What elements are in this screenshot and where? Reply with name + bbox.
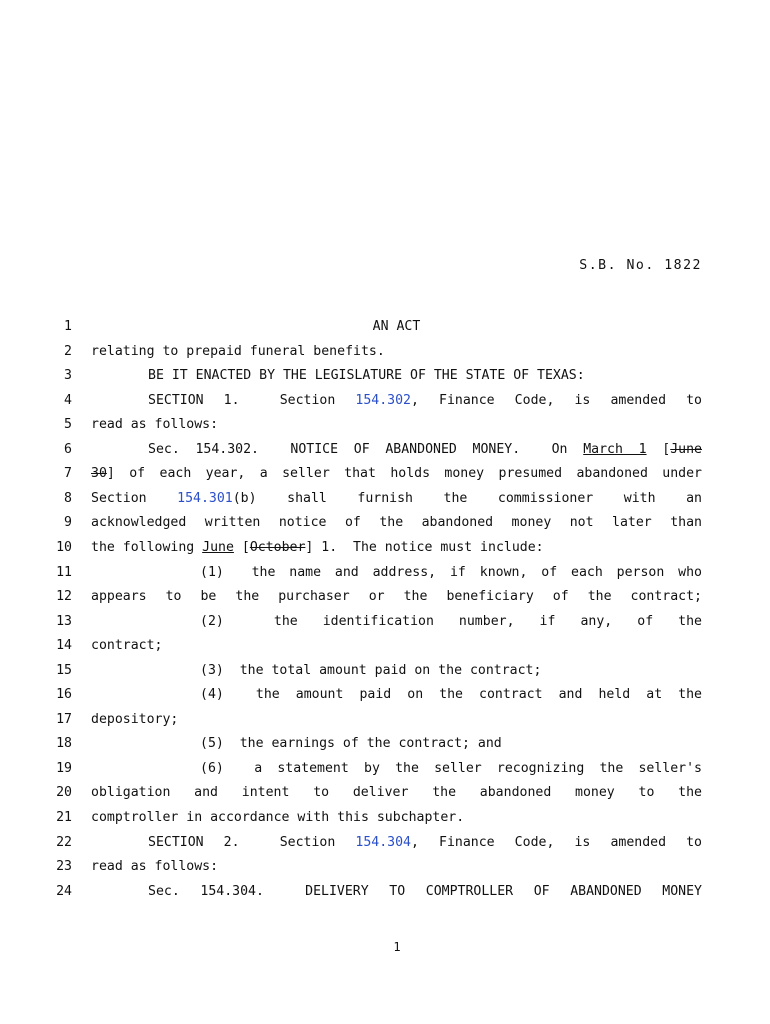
bill-line — [0, 685, 770, 705]
line-text — [91, 612, 702, 632]
bill-line — [0, 734, 770, 754]
section-reference-link[interactable]: 154.304 — [355, 834, 411, 850]
line-number: 21 — [56, 810, 72, 825]
line-number: 20 — [56, 785, 72, 801]
text-run: [ — [233, 539, 250, 555]
line-text — [91, 685, 702, 705]
bill-line — [0, 563, 770, 583]
bill-line — [0, 857, 770, 877]
text-run: [ — [646, 441, 671, 457]
line-text — [91, 391, 702, 411]
text-run: comptroller in accordance with this subchapter. — [91, 810, 465, 825]
deleted-text: June — [670, 441, 702, 457]
text-run: (5) the earnings of the contract; and — [200, 736, 502, 752]
bill-line — [0, 513, 770, 533]
line-number: 4 — [64, 392, 72, 408]
deleted-text: 30 — [91, 466, 107, 482]
bill-line — [0, 489, 770, 509]
bill-line — [0, 587, 770, 607]
line-text — [91, 489, 702, 509]
line-text — [91, 882, 702, 902]
line-text — [91, 317, 702, 337]
line-number: 13 — [56, 613, 72, 629]
line-text — [91, 661, 702, 681]
text-run: contract; — [91, 638, 163, 654]
deleted-text: October — [249, 539, 306, 555]
bill-line — [0, 391, 770, 411]
inserted-text: March 1 — [583, 441, 647, 457]
line-text — [91, 513, 702, 533]
text-run: SECTION 1. Section — [148, 392, 356, 408]
text-run: ] of each year, a seller that holds money presumed abandoned under — [106, 466, 702, 482]
line-text — [91, 464, 702, 484]
line-number: 22 — [56, 834, 72, 850]
text-run: obligation and intent to deliver the abandoned money to the — [91, 785, 702, 801]
text-run: appears to be the purchaser or the beneficiary of the contract; — [91, 589, 702, 605]
bill-line — [0, 612, 770, 632]
text-run: relating to prepaid funeral benefits. — [91, 343, 385, 359]
line-number: 16 — [56, 687, 72, 703]
section-reference-link[interactable]: 154.302 — [355, 392, 411, 408]
bill-line — [0, 440, 770, 460]
text-run: BE IT ENACTED BY THE LEGISLATURE OF THE STATE OF TEXAS: — [148, 368, 585, 384]
page-number: 1 — [393, 940, 401, 954]
line-number: 3 — [64, 368, 72, 384]
bill-line — [0, 464, 770, 484]
bill-line — [0, 808, 770, 828]
bill-line — [0, 415, 770, 435]
text-run: (3) the total amount paid on the contract; — [200, 662, 542, 678]
bill-line — [0, 317, 770, 337]
line-text — [91, 366, 702, 386]
inserted-text: June — [202, 539, 234, 555]
bill-line — [0, 636, 770, 656]
line-text — [91, 587, 702, 607]
text-run: (4) the amount paid on the contract and held at the — [200, 687, 702, 703]
line-number: 19 — [56, 760, 72, 776]
line-text — [91, 563, 702, 583]
line-text — [91, 440, 702, 460]
text-run: Sec. 154.304. DELIVERY TO COMPTROLLER OF ABANDONED MONEY — [148, 883, 702, 899]
line-text — [91, 833, 702, 853]
text-run: (1) the name and address, if known, of each person who — [200, 564, 702, 580]
text-run: the following — [91, 539, 203, 555]
bill-number: S.B. No. 1822 — [579, 258, 702, 273]
line-number: 17 — [56, 711, 72, 727]
section-reference-link[interactable]: 154.301 — [177, 490, 233, 506]
line-text — [91, 538, 702, 558]
line-number: 15 — [56, 662, 72, 678]
line-number: 7 — [64, 466, 72, 482]
line-number: 9 — [64, 515, 72, 531]
line-text — [91, 808, 702, 828]
text-run: , Finance Code, is amended to — [410, 392, 702, 408]
line-text — [91, 783, 702, 803]
text-run: (6) a statement by the seller recognizing the seller's — [200, 760, 702, 776]
bill-line — [0, 366, 770, 386]
line-number: 11 — [56, 564, 72, 580]
text-run: ] 1. The notice must include: — [305, 539, 544, 555]
line-number: 6 — [64, 441, 72, 457]
line-text — [91, 710, 702, 730]
text-run: (b) shall furnish the commissioner with an — [232, 490, 702, 506]
text-run: SECTION 2. Section — [148, 834, 356, 850]
text-run: (2) the identification number, if any, of the — [200, 613, 702, 629]
bill-line — [0, 710, 770, 730]
line-number: 1 — [64, 319, 72, 334]
text-run: depository; — [91, 711, 179, 727]
line-number: 2 — [64, 343, 72, 359]
bill-line — [0, 783, 770, 803]
line-text — [91, 636, 702, 656]
line-number: 10 — [56, 539, 72, 555]
bill-line — [0, 342, 770, 362]
bill-line — [0, 882, 770, 902]
line-text — [91, 415, 702, 435]
line-text — [91, 857, 702, 877]
line-number: 12 — [56, 589, 72, 605]
line-text — [91, 759, 702, 779]
bill-line — [0, 661, 770, 681]
text-run: read as follows: — [91, 859, 219, 875]
line-number: 5 — [64, 417, 72, 433]
line-number: 14 — [56, 638, 72, 654]
line-number: 18 — [56, 736, 72, 752]
bill-line — [0, 759, 770, 779]
text-run: Section — [91, 490, 178, 506]
text-run: Sec. 154.302. NOTICE OF ABANDONED MONEY. On — [148, 441, 584, 457]
line-number: 8 — [64, 490, 72, 506]
bill-line — [0, 538, 770, 558]
line-text — [91, 342, 702, 362]
text-run: acknowledged written notice of the abandoned money not later than — [91, 515, 702, 531]
line-text — [91, 734, 702, 754]
text-run: AN ACT — [372, 319, 421, 334]
line-number: 23 — [56, 859, 72, 875]
text-run: read as follows: — [91, 417, 219, 433]
line-number: 24 — [56, 883, 72, 899]
bill-line — [0, 833, 770, 853]
text-run: , Finance Code, is amended to — [410, 834, 702, 850]
